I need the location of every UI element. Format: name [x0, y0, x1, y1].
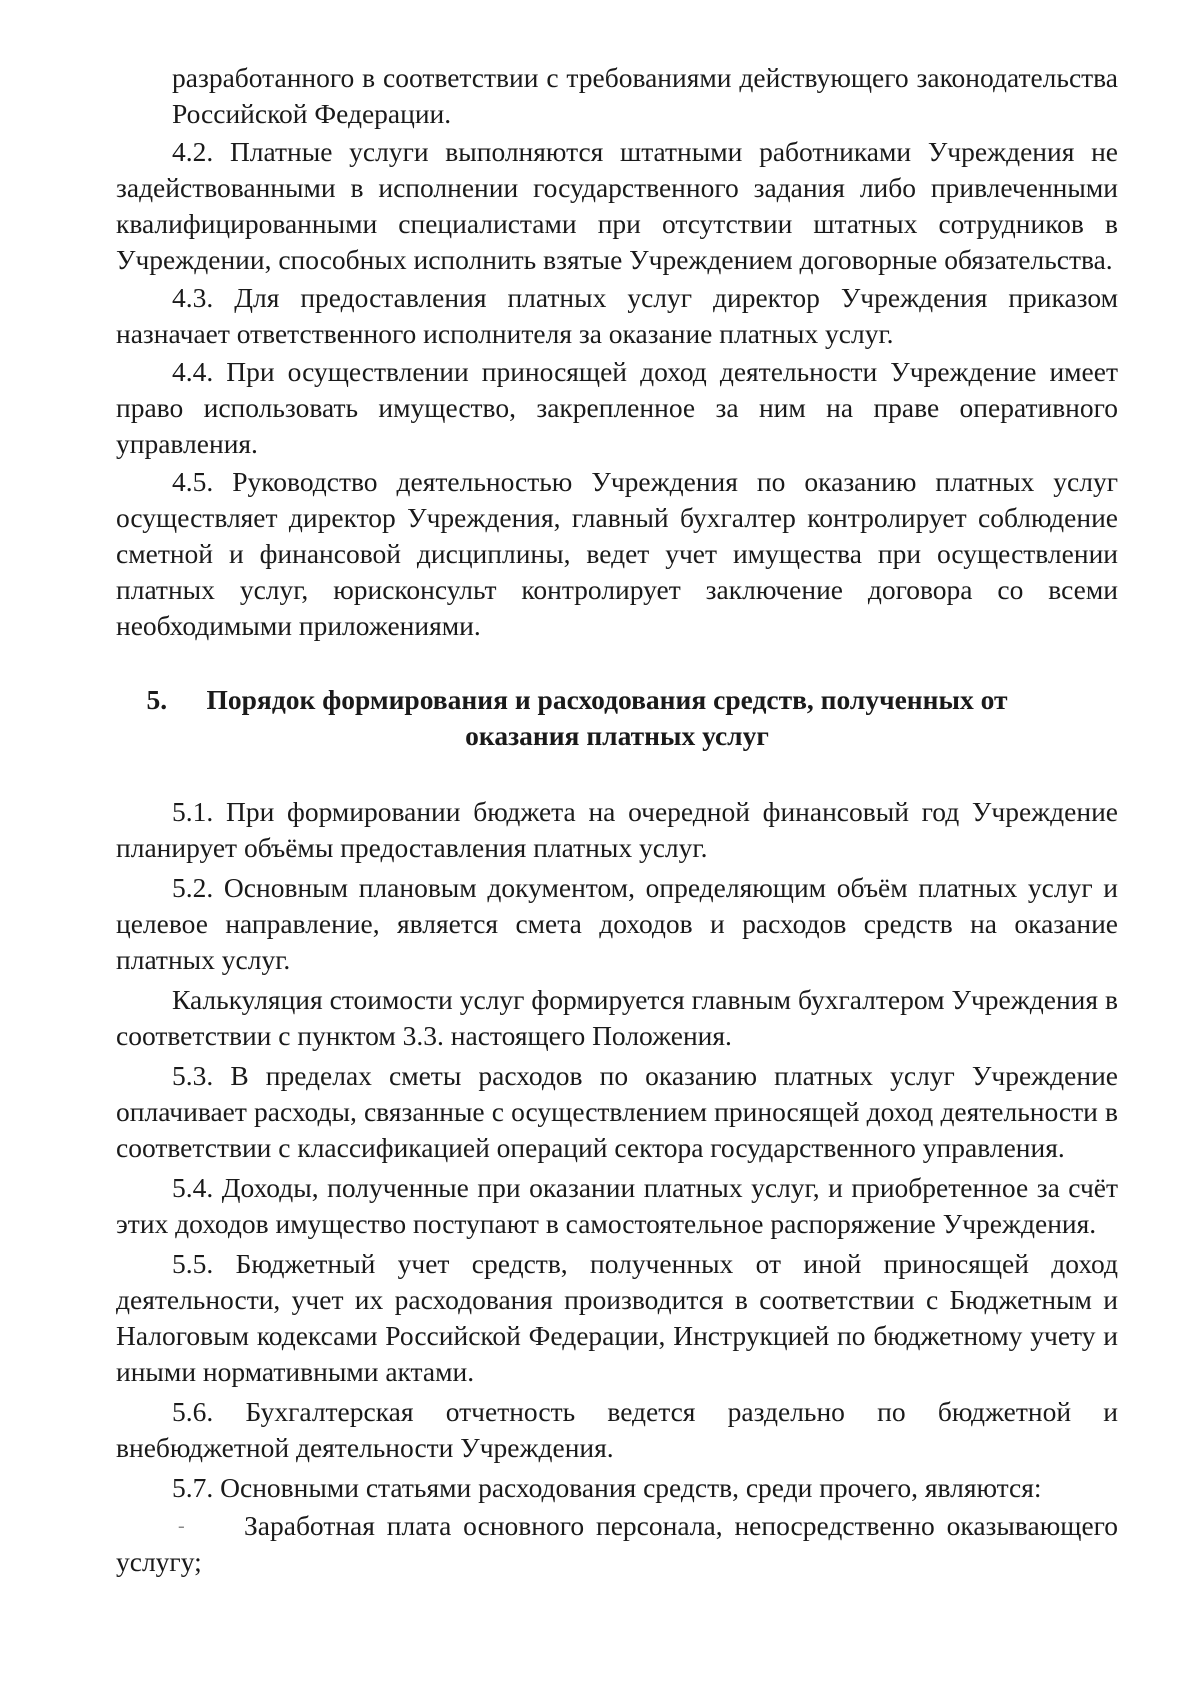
paragraph-5-1: 5.1. При формировании бюджета на очередной финансовый год Учреждение планирует объёмы предоставления платных услуг. — [116, 796, 1118, 863]
section-5-heading — [116, 682, 1118, 754]
list-item — [116, 1508, 1118, 1580]
paragraph-4-3: 4.3. Для предоставления платных услуг директор Учреждения приказом назначает ответственного исполнителя за оказание платных услуг. — [116, 282, 1118, 349]
paragraph-4-2: 4.2. Платные услуги выполняются штатными работниками Учреждения не задействованными в исполнении государственного задания либо привлеченными квалифицированными специалистами при отсутствии штатных сотрудников в Учреждении, способных исполнить взятые Учреждением договорные обязательства. — [116, 136, 1118, 275]
paragraph-5-2-calculation: Калькуляция стоимости услуг формируется главным бухгалтером Учреждения в соответствии с пунктом 3.3. настоящего Положения. — [116, 984, 1118, 1051]
paragraph-5-6: 5.6. Бухгалтерская отчетность ведется раздельно по бюджетной и внебюджетной деятельности Учреждения. — [116, 1396, 1118, 1463]
section-5-title-line-2: оказания платных услуг — [465, 720, 769, 751]
section-5-number: 5. — [146, 684, 168, 715]
document-body — [116, 60, 1118, 1582]
paragraph-5-5: 5.5. Бюджетный учет средств, полученных от иной приносящей доход деятельности, учет их расходования производится в соответствии с Бюджетным и Налоговым кодексами Российской Федерации, Инструкцией по бюджетному учету и иными нормативными актами. — [116, 1248, 1118, 1387]
paragraph-5-3: 5.3. В пределах сметы расходов по оказанию платных услуг Учреждение оплачивает расходы, связанные с осуществлением приносящей доход деятельности в соответствии с классификацией операций сектора государственного управления. — [116, 1060, 1118, 1163]
paragraph-4-4: 4.4. При осуществлении приносящей доход деятельности Учреждение имеет право использовать имущество, закрепленное за ним на праве оперативного управления. — [116, 356, 1118, 459]
paragraph-5-2: 5.2. Основным плановым документом, определяющим объём платных услуг и целевое направление, является смета доходов и расходов средств на оказание платных услуг. — [116, 872, 1118, 975]
paragraph-5-4: 5.4. Доходы, полученные при оказании платных услуг, и приобретенное за счёт этих доходов имущество поступают в самостоятельное распоряжение Учреждения. — [116, 1172, 1118, 1239]
paragraph-continuation: разработанного в соответствии с требованиями действующего законодательства Российской Федерации. — [172, 62, 1118, 129]
paragraph-5-7: 5.7. Основными статьями расходования средств, среди прочего, являются: — [172, 1472, 1042, 1503]
list-dash: - — [178, 1515, 185, 1537]
section-5-title-line-1: Порядок формирования и расходования средств, полученных от — [206, 684, 1008, 715]
paragraph-5-7-item-1: Заработная плата основного персонала, непосредственно оказывающего услугу; — [116, 1510, 1118, 1577]
paragraph-4-5: 4.5. Руководство деятельностью Учреждения по оказанию платных услуг осуществляет директор Учреждения, главный бухгалтер контролирует соблюдение сметной и финансовой дисциплины, ведет учет имущества при осуществлении платных услуг, юрисконсульт контролирует заключение договора со всеми необходимыми приложениями. — [116, 466, 1118, 641]
